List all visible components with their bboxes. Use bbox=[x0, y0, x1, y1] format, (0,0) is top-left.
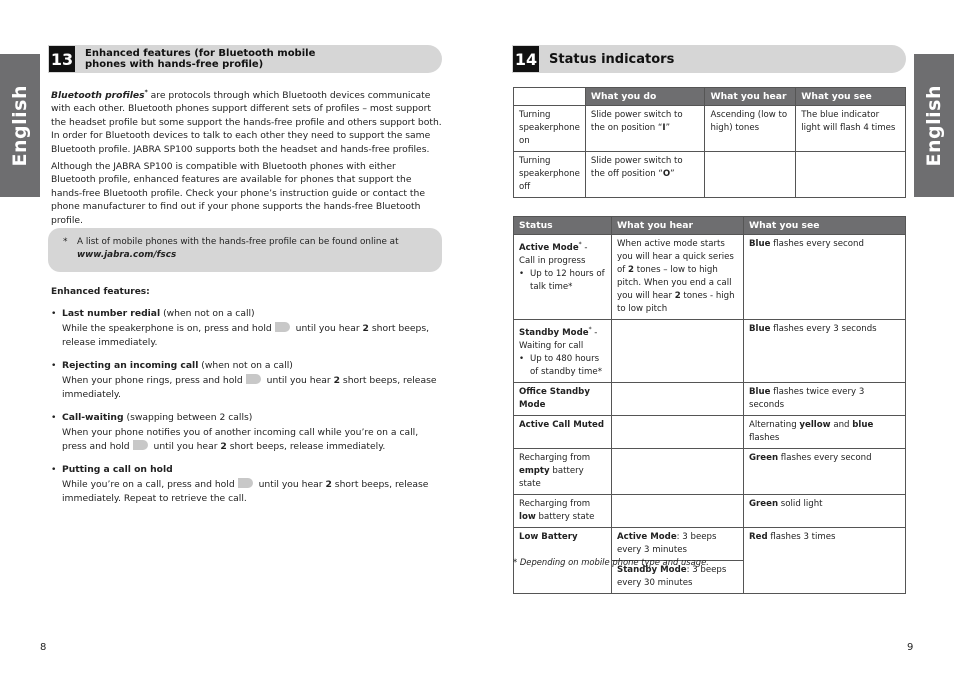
table-row: Active Mode* - Call in progress • Up to 12 hours of talk time* When active mode starts you will hear a quick series of 2 tones – low to high pitch. When you end a call you will hear 2 tones - high to low pitch Blue flashes every second bbox=[514, 235, 906, 320]
table-header-row: Status What you hear What you see bbox=[514, 217, 906, 235]
section-number: 13 bbox=[49, 46, 75, 72]
table-row: Recharging from empty battery state Green flashes every second bbox=[514, 448, 906, 494]
button-icon bbox=[275, 322, 290, 332]
section-14-header bbox=[512, 45, 906, 73]
section-number: 14 bbox=[513, 46, 539, 72]
note-link[interactable]: www.jabra.com/fscs bbox=[77, 250, 177, 260]
table-row: Low Battery Active Mode: 3 beeps every 3 minutes Red flashes 3 times bbox=[514, 527, 906, 560]
footnote: * Depending on mobile phone type and usage. bbox=[513, 557, 709, 567]
note-box: * A list of mobile phones with the hands-free profile can be found online at www.jabra.com/fscs bbox=[48, 228, 442, 272]
table-header-row: What you do What you hear What you see bbox=[514, 88, 906, 106]
page-number-right: 9 bbox=[907, 642, 914, 653]
section-13-header bbox=[48, 45, 442, 73]
language-tab-right bbox=[914, 54, 954, 197]
power-table bbox=[513, 87, 906, 198]
feature-item: • Rejecting an incoming call (when not on a call) When your phone rings, press and hold until you hear 2 short beeps, release immediately. bbox=[51, 360, 437, 400]
features-heading: Enhanced features: bbox=[51, 287, 150, 297]
feature-item: • Last number redial (when not on a call) While the speakerphone is on, press and hold until you hear 2 short beeps, release immediately. bbox=[51, 308, 430, 348]
language-tab-label: English bbox=[923, 84, 945, 167]
page-number-left: 8 bbox=[40, 642, 47, 653]
table-row: Standby Mode* - Waiting for call • Up to 480 hours of standby time* Blue flashes every 3 seconds bbox=[514, 320, 906, 383]
profiles-paragraph: Bluetooth profiles* are protocols through which Bluetooth devices communicate with each other. Bluetooth phones support different sets of profiles – most support the headset profile but some support the hands-free profile and others support both. In order for Bluetooth devices to talk to each other they need to support the same Bluetooth profile. JABRA SP100 supports both the headset and hands-free profiles. bbox=[51, 89, 442, 155]
button-icon bbox=[133, 440, 148, 450]
language-tab-left bbox=[0, 54, 40, 197]
table-row: Turning speakerphone off Slide power switch to the off position “O” bbox=[514, 152, 906, 198]
compatibility-paragraph: Although the JABRA SP100 is compatible with Bluetooth phones with either Bluetooth profile, enhanced features are available for phones that support the hands-free Bluetooth profile. Check your phone’s instruction guide or contact the phone manufacturer to find out if your phone supports the hands-free Bluetooth profile. bbox=[51, 161, 426, 226]
feature-item: • Call-waiting (swapping between 2 calls) When your phone notifies you of another incoming call while you’re on a call, press and hold until you hear 2 short beeps, release immediately. bbox=[51, 412, 419, 452]
table-row: Turning speakerphone on Slide power switch to the on position “I” Ascending (low to high) tones The blue indicator light will flash 4 times bbox=[514, 106, 906, 152]
status-table bbox=[513, 216, 906, 594]
button-icon bbox=[246, 374, 261, 384]
feature-item: • Putting a call on hold While you’re on a call, press and hold until you hear 2 short beeps, release immediately. Repeat to retrieve the call. bbox=[51, 464, 429, 504]
section-title: Status indicators bbox=[549, 51, 675, 67]
button-icon bbox=[238, 478, 253, 488]
table-row: Office Standby Mode Blue flashes twice every 3 seconds bbox=[514, 382, 906, 415]
table-row: Active Call Muted Alternating yellow and blue flashes bbox=[514, 415, 906, 448]
table-row: Recharging from low battery state Green solid light bbox=[514, 494, 906, 527]
table-row: Standby Mode: 3 beeps every 30 minutes bbox=[514, 560, 906, 593]
language-tab-label: English bbox=[9, 84, 31, 167]
section-title: Enhanced features (for Bluetooth mobile phones with hands-free profile) bbox=[85, 48, 316, 70]
